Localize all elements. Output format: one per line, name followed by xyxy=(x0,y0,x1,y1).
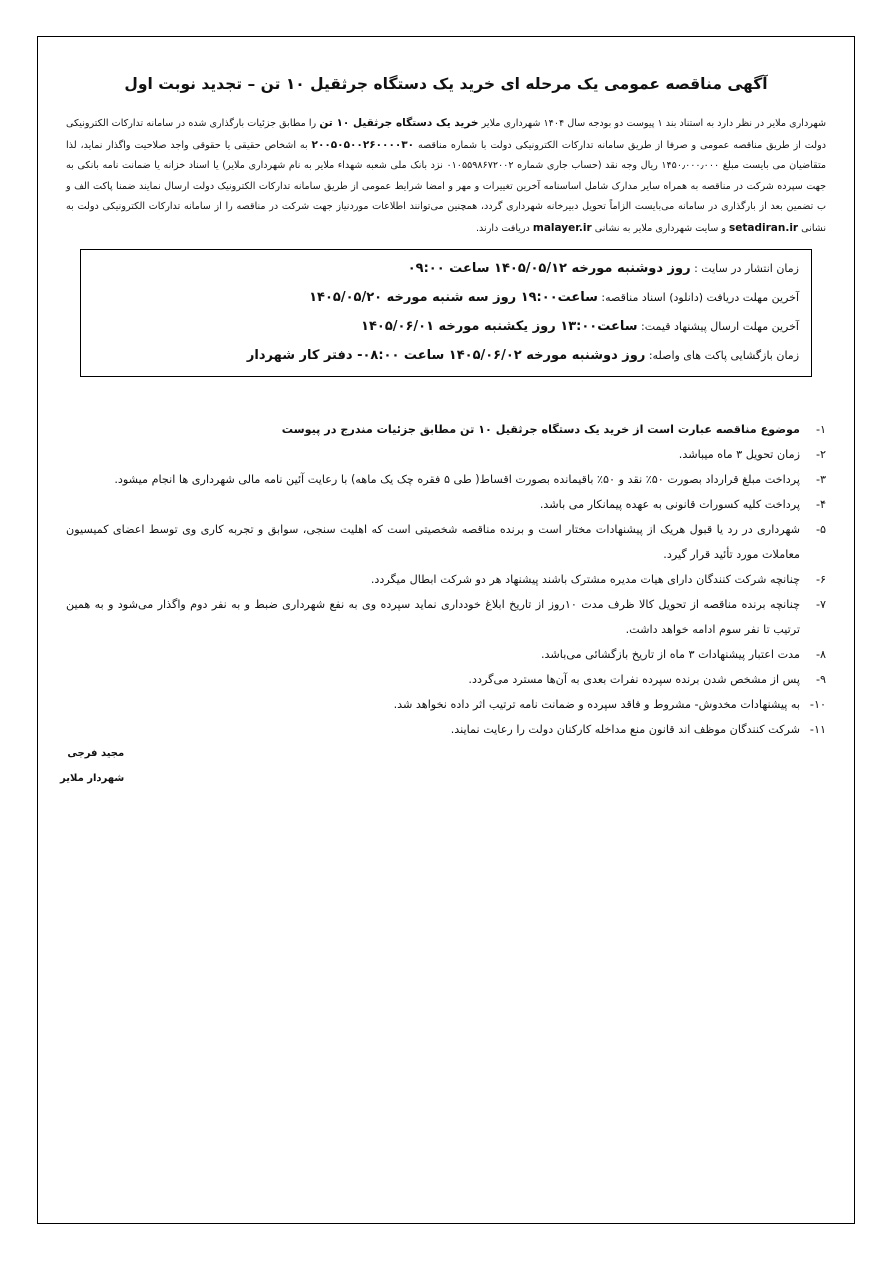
date-download-deadline xyxy=(93,283,799,312)
item-text: چنانچه شرکت کنندگان دارای هیات مدیره مشترک باشند پیشنهاد هر دو شرکت ابطال میگردد. xyxy=(370,573,800,586)
date-value: ساعت۱۳:۰۰ روز یکشنبه مورخه ۱۴۰۵/۰۶/۰۱ xyxy=(361,319,638,334)
item-text: چنانچه برنده مناقصه از تحویل کالا ظرف مدت ۱۰روز از تاریخ ابلاغ خودداری نماید سپرده وی به نفع شهرداری ضبط و به نفر دوم واگذار می‌شود و به همین ترتیب تا نفر سوم ادامه خواهد داشت. xyxy=(66,598,801,636)
date-publish xyxy=(93,254,799,283)
signatory-name: مجید فرجی xyxy=(67,748,125,759)
malayer-link: malayer.ir xyxy=(532,221,592,234)
date-value: ساعت۱۹:۰۰ روز سه شنبه مورخه ۱۴۰۵/۰۵/۲۰ xyxy=(309,290,598,305)
list-item xyxy=(66,592,826,642)
item-text: پرداخت کلیه کسورات قانونی به عهده پیمانکار می باشد. xyxy=(539,498,800,511)
item-number: ۱۰- xyxy=(809,698,826,711)
intro-text-5: دریافت دارند. xyxy=(475,222,533,234)
item-text: شرکت کنندگان موظف اند قانون منع مداخله کارکنان دولت را رعایت نمایند. xyxy=(450,723,800,736)
item-number: ۲- xyxy=(815,448,826,461)
setadiran-link: setadiran.ir xyxy=(729,221,799,234)
list-item xyxy=(66,642,826,667)
intro-text-1: شهرداری ملایر در نظر دارد به استناد بند ۱ پیوست دو بودجه سال ۱۴۰۴ شهرداری ملایر xyxy=(478,118,826,129)
item-number: ۵- xyxy=(815,523,826,536)
intro-text-4: و سایت شهرداری ملایر به نشانی xyxy=(591,222,730,234)
list-item xyxy=(66,717,826,742)
document-content xyxy=(66,37,826,742)
list-item xyxy=(66,667,826,692)
dates-box xyxy=(80,249,812,377)
item-text: مدت اعتبار پیشنهادات ۳ ماه از تاریخ بازگشائی می‌باشد. xyxy=(540,648,800,661)
page-title: آگهی مناقصه عمومی یک مرحله ای خرید یک دستگاه جرثقیل ۱۰ تن – تجدید نوبت اول xyxy=(124,75,768,93)
item-number: ۸- xyxy=(815,648,826,661)
date-label: زمان انتشار در سایت : xyxy=(690,262,799,275)
intro-text-3: به اشخاص حقیقی یا حقوقی واجد صلاحیت واگذار نماید، لذا متقاضیان می بایست مبلغ ۱۴۵۰٫۰۰۰٫۰۰۰ ریال وجه نقد (حساب جاری شماره ۰۱۰۵۵۹۸۶۷۲۰۰۲ نزد بانک ملی شعبه شهداء ملایر به نام شهرداری ملایر) یا اسناد خزانه یا ضمانت نامه بانکی به جهت سپرده شرکت در مناقصه به همراه سایر مدارک شامل اساسنامه آخرین تغییرات و مهر و امضا شرایط عمومی از طریق سامانه تدارکات الکترونیک دولت ارسال نمایند ضمنا پاکت الف و ب تضمین بعد از بارگذاری در سامانه می‌بایست الزاماً تحویل دبیرخانه شهرداری گردد، همچنین می‌توانند اطلاعات موردنیاز جهت شرکت در مناقصه را از سامانه تدارکات الکترونیکی دولت به نشانی xyxy=(66,139,826,234)
item-number: ۷- xyxy=(815,598,826,611)
date-value: روز دوشنبه مورخه ۱۴۰۵/۰۵/۱۲ ساعت ۰۹:۰۰ xyxy=(407,261,691,276)
document-frame xyxy=(37,36,855,1224)
item-number: ۶- xyxy=(815,573,826,586)
intro-bold-subject: خرید یک دستگاه جرثقیل ۱۰ تن xyxy=(319,117,479,129)
item-text: موضوع مناقصه عبارت است از خرید یک دستگاه جرثقیل ۱۰ تن مطابق جزئیات مندرج در پیوست xyxy=(281,423,800,436)
item-number: ۴- xyxy=(815,498,826,511)
intro-paragraph xyxy=(66,113,826,239)
date-label: زمان بازگشایی پاکت های واصله: xyxy=(645,349,799,362)
date-value: روز دوشنبه مورخه ۱۴۰۵/۰۶/۰۲ ساعت ۰۸:۰۰- دفتر کار شهردار xyxy=(246,348,646,363)
list-item xyxy=(66,442,826,467)
item-number: ۱- xyxy=(815,423,826,436)
list-item xyxy=(66,517,826,567)
date-opening xyxy=(93,341,799,370)
list-item xyxy=(66,692,826,717)
item-text: به پیشنهادات مخدوش- مشروط و فاقد سپرده و ضمانت نامه ترتیب اثر داده نخواهد شد. xyxy=(393,698,800,711)
signature-block xyxy=(60,741,124,791)
conditions-list xyxy=(66,417,826,742)
item-number: ۱۱- xyxy=(809,723,826,736)
intro-text-2: را مطابق جزئیات بارگذاری شده در سامانه تدارکات الکترونیکی دولت از طریق مناقصه عمومی و صرفا از طریق سامانه تدارکات الکترونیکی دولت با شماره مناقصه xyxy=(66,118,826,151)
tender-number: ۲۰۰۵۰۵۰۰۲۶۰۰۰۰۳۰ xyxy=(311,138,415,151)
item-text: پرداخت مبلغ قرارداد بصورت ۵۰٪ نقد و ۵۰٪ باقیمانده بصورت اقساط( طی ۵ فقره چک یک ماهه) با رعایت آئین نامه مالی شهرداری ها انجام میشود. xyxy=(114,473,800,486)
item-text: زمان تحویل ۳ ماه میباشد. xyxy=(678,448,800,461)
item-number: ۳- xyxy=(815,473,826,486)
list-item xyxy=(66,492,826,517)
date-label: آخرین مهلت دریافت (دانلود) اسناد مناقصه: xyxy=(597,291,799,304)
list-item xyxy=(66,567,826,592)
item-text: شهرداری در رد یا قبول هریک از پیشنهادات مختار است و برنده مناقصه شخصیتی است که اهلیت سنجی، سوابق و تجربه کاری وی توسط اعضای کمیسیون معاملات مورد تأئید قرار گیرد. xyxy=(66,523,800,561)
signatory-role: شهردار ملایر xyxy=(60,773,125,784)
item-text: پس از مشخص شدن برنده سپرده نفرات بعدی به آن‌ها مسترد می‌گردد. xyxy=(468,673,800,686)
list-item xyxy=(66,467,826,492)
date-label: آخرین مهلت ارسال پیشنهاد قیمت: xyxy=(637,320,799,333)
item-number: ۹- xyxy=(815,673,826,686)
list-item xyxy=(66,417,826,442)
date-submission-deadline xyxy=(93,312,799,341)
